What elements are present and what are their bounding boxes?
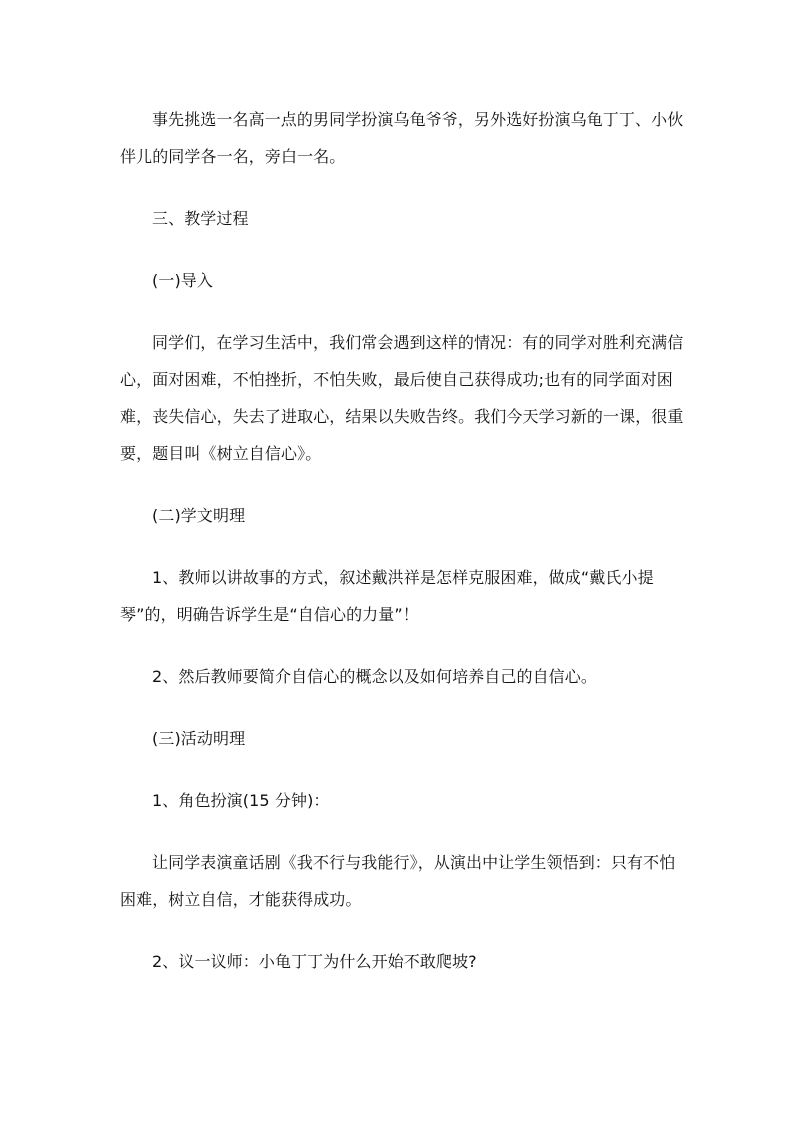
paragraph-role-play: 1、角色扮演(15 分钟)： [152,791,330,810]
heading-introduction: (一)导入 [152,271,213,290]
paragraph-story: 1、教师以讲故事的方式，叙述戴洪祥是怎样克服困难，做成“戴氏小提琴”的，明确告诉学生是“自信心的力量”！ [120,568,654,624]
paragraph-drama: 让同学表演童话剧《我不行与我能行》，从演出中让学生领悟到：只有不怕困难，树立自信，才能获得成功。 [120,853,676,909]
heading-teaching-process: 三、教学过程 [152,209,249,228]
paragraph-preparation: 事先挑选一名高一点的男同学扮演乌龟爷爷，另外选好扮演乌龟丁丁、小伙伴儿的同学各一名，旁白一名。 [120,110,684,166]
heading-activity: (三)活动明理 [152,729,246,748]
paragraph-concept: 2、然后教师要简介自信心的概念以及如何培养自己的自信心。 [152,667,597,686]
paragraph-discussion: 2、议一议师：小龟丁丁为什么开始不敢爬坡? [152,952,477,971]
document-body [120,101,688,980]
heading-learn-text: (二)学文明理 [152,506,246,525]
paragraph-introduction: 同学们，在学习生活中，我们常会遇到这样的情况：有的同学对胜利充满信心，面对困难，不怕挫折，不怕失败，最后使自己获得成功;也有的同学面对困难，丧失信心，失去了进取心，结果以失败告终。我们今天学习新的一课，很重要，题目叫《树立自信心》。 [120,333,684,463]
